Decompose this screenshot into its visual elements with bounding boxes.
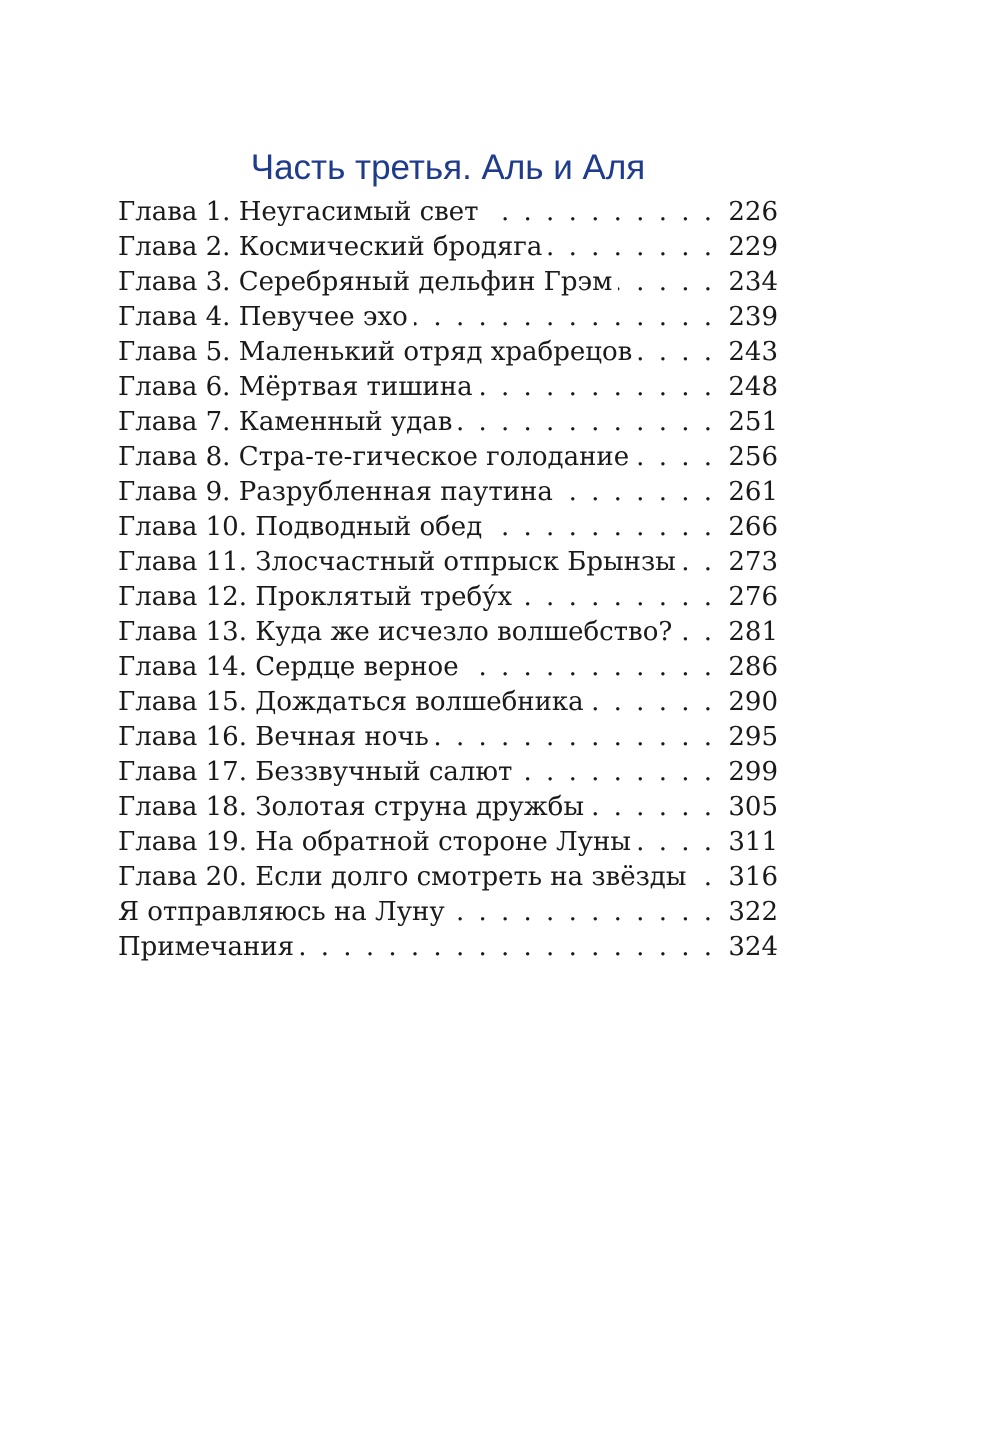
toc-entry-title: Глава 18. Золотая струна дружбы (118, 790, 590, 825)
toc-entry-title: Глава 16. Вечная ночь (118, 720, 435, 755)
toc-entry-page-number: 261 (722, 475, 778, 510)
toc-entry[interactable] (118, 580, 778, 615)
toc-entry-page-number: 251 (722, 405, 778, 440)
toc-entry[interactable] (118, 510, 778, 545)
toc-entry-title: Глава 15. Дождаться волшебника (118, 685, 590, 720)
toc-entry[interactable] (118, 895, 778, 930)
toc-entry-page-number: 243 (722, 335, 778, 370)
toc-entry[interactable] (118, 930, 778, 965)
toc-entry[interactable] (118, 405, 778, 440)
toc-entry-page-number: 256 (722, 440, 778, 475)
toc-entry-page-number: 248 (722, 370, 778, 405)
toc-entry-page-number: 299 (722, 755, 778, 790)
toc-entry-title: Глава 8. Стра-те-гическое голодание (118, 440, 635, 475)
toc-entry-page-number: 305 (722, 790, 778, 825)
toc-entry-page-number: 273 (722, 545, 778, 580)
toc-entry-title: Глава 2. Космический бродяга (118, 230, 548, 265)
toc-entry-title: Глава 7. Каменный удав (118, 405, 458, 440)
toc-entry[interactable] (118, 755, 778, 790)
toc-entry[interactable] (118, 475, 778, 510)
toc-entry-title: Глава 10. Подводный обед (118, 510, 488, 545)
toc-entry-title: Глава 4. Певучее эхо (118, 300, 414, 335)
toc-entry-page-number: 324 (722, 930, 778, 965)
toc-entry[interactable] (118, 860, 778, 895)
toc-entry[interactable] (118, 720, 778, 755)
toc-entry-title: Глава 14. Сердце верное (118, 650, 465, 685)
toc-entry-page-number: 322 (722, 895, 778, 930)
toc-entry[interactable] (118, 545, 778, 580)
toc-entry[interactable] (118, 615, 778, 650)
toc-entry-page-number: 311 (722, 825, 778, 860)
toc-entry-page-number: 316 (722, 860, 778, 895)
toc-entry[interactable] (118, 825, 778, 860)
toc-entry-title: Примечания (118, 930, 300, 965)
toc-entry-page-number: 239 (722, 300, 778, 335)
toc-entry-page-number: 286 (722, 650, 778, 685)
toc-entry-title: Глава 3. Серебряный дельфин Грэм (118, 265, 618, 300)
toc-entry[interactable] (118, 195, 778, 230)
toc-entry-title: Я отправляюсь на Луну (118, 895, 451, 930)
toc-entry-title: Глава 6. Мёртвая тишина (118, 370, 479, 405)
toc-entry-title: Глава 17. Беззвучный салют (118, 755, 518, 790)
toc-entry[interactable] (118, 335, 778, 370)
toc-entry[interactable] (118, 650, 778, 685)
table-of-contents (118, 195, 778, 965)
toc-entry-page-number: 234 (722, 265, 778, 300)
toc-entry-title: Глава 11. Злосчастный отпрыск Брынзы (118, 545, 682, 580)
toc-entry-page-number: 281 (722, 615, 778, 650)
toc-entry[interactable] (118, 440, 778, 475)
toc-entry-title: Глава 20. Если долго смотреть на звёзды (118, 860, 692, 895)
toc-entry-title: Глава 9. Разрубленная паутина (118, 475, 559, 510)
toc-entry-page-number: 229 (722, 230, 778, 265)
toc-entry[interactable] (118, 300, 778, 335)
toc-entry-title: Глава 5. Маленький отряд храбрецов (118, 335, 638, 370)
toc-entry-page-number: 276 (722, 580, 778, 615)
toc-entry[interactable] (118, 685, 778, 720)
toc-entry-title: Глава 12. Проклятый требу́х (118, 580, 518, 615)
toc-entry-title: Глава 1. Неугасимый свет (118, 195, 485, 230)
section-title: Часть третья. Аль и Аля (250, 148, 646, 187)
toc-entry-page-number: 226 (722, 195, 778, 230)
toc-entry-page-number: 290 (722, 685, 778, 720)
toc-entry[interactable] (118, 265, 778, 300)
toc-entry[interactable] (118, 370, 778, 405)
toc-entry[interactable] (118, 790, 778, 825)
toc-entry[interactable] (118, 230, 778, 265)
toc-entry-page-number: 266 (722, 510, 778, 545)
toc-entry-title: Глава 13. Куда же исчезло волшебство? (118, 615, 678, 650)
toc-entry-page-number: 295 (722, 720, 778, 755)
toc-entry-title: Глава 19. На обратной стороне Луны (118, 825, 637, 860)
